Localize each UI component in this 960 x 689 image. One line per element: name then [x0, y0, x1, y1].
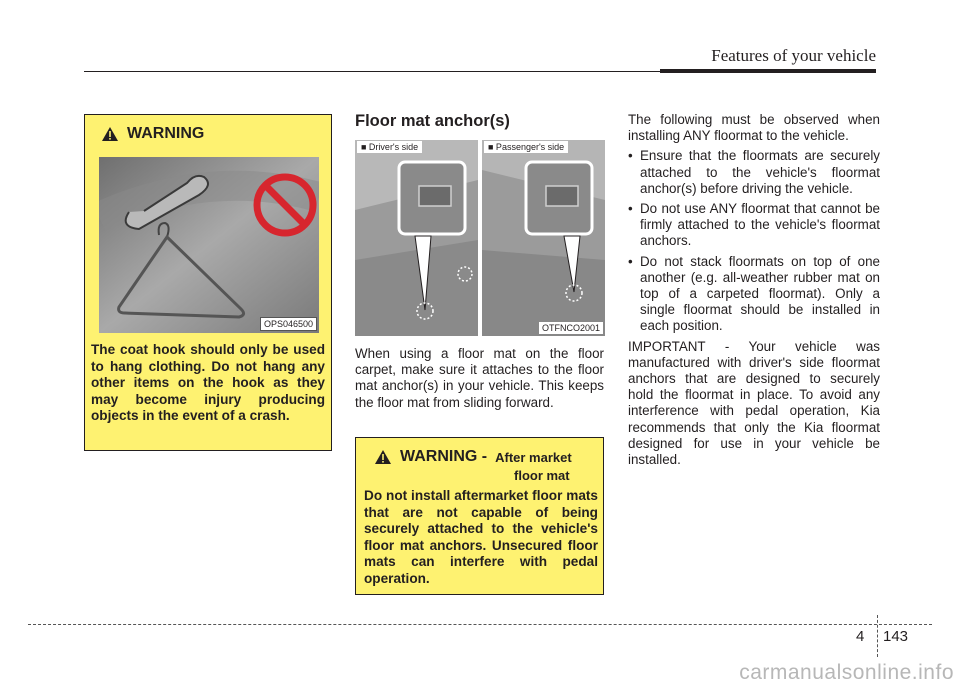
page-number: 143	[883, 628, 909, 645]
warning-heading-label: WARNING	[127, 125, 205, 142]
warning-subtitle-line1: After market	[495, 449, 572, 465]
image-code-label: OPS046500	[260, 317, 317, 331]
section-number: 4	[856, 628, 865, 645]
important-paragraph: IMPORTANT - Your vehicle was manufactured with driver's side floormat anchors that are designed to securely hold the floormat in place. To avoid any interference with pedal operation, Kia recommends that only the Kia floormat designed for use in your vehicle be installed.	[628, 338, 880, 468]
requirements-list	[628, 148, 880, 334]
warning-heading	[101, 125, 204, 143]
floor-mat-paragraph: When using a floor mat on the floor carpet, make sure it attaches to the floor mat anchor(s) in your vehicle. This keeps the floor mat from sliding forward.	[355, 346, 604, 410]
warning-triangle-icon	[374, 449, 392, 465]
watermark: carmanualsonline.info	[739, 661, 954, 684]
coat-hook-photo	[99, 157, 319, 333]
header-rule-accent	[660, 69, 876, 73]
warning-subtitle-line2: floor mat	[514, 468, 570, 483]
warning-heading-label: WARNING -	[400, 448, 488, 465]
driver-side-caption: ■ Driver's side	[357, 141, 422, 153]
list-item: • Ensure that the floormats are securely attached to the vehicle's floormat anchor(s) before driving the vehicle.	[628, 148, 880, 197]
passenger-floormat-illustration	[482, 140, 605, 336]
right-column	[628, 112, 880, 472]
list-item: • Do not stack floormats on top of one another (e.g. all-weather rubber mat on top of a carpeted floormat). Only a single floormat should be installed in each position.	[628, 254, 880, 335]
footer-rule	[28, 624, 932, 625]
section-title: Floor mat anchor(s)	[355, 112, 510, 130]
driver-side-photo	[355, 140, 478, 336]
warning-triangle-icon	[101, 126, 119, 142]
footer-divider	[877, 615, 878, 657]
warning-body-text: Do not install aftermarket floor mats that are not capable of being securely attached to the vehicle's floor mat anchors. Unsecured floor mats can interfere with pedal operation.	[364, 488, 598, 586]
intro-paragraph: The following must be observed when installing ANY floormat to the vehicle.	[628, 112, 880, 144]
warning-body-text: The coat hook should only be used to hang clothing. Do not hang any other items on the hook as they may become injury producing objects in the event of a crash.	[91, 342, 325, 423]
warning-heading	[374, 448, 572, 466]
page-header-title: Features of your vehicle	[711, 46, 876, 65]
passenger-side-caption: ■ Passenger's side	[484, 141, 568, 153]
list-item: • Do not use ANY floormat that cannot be firmly attached to the vehicle's floormat anchors.	[628, 201, 880, 250]
coat-hook-illustration	[99, 157, 319, 333]
aftermarket-mat-warning-box	[355, 437, 604, 595]
image-code-label: OTFNCO2001	[539, 322, 603, 334]
driver-floormat-illustration	[355, 140, 478, 336]
coat-hook-warning-box	[84, 114, 332, 451]
passenger-side-photo	[482, 140, 605, 336]
